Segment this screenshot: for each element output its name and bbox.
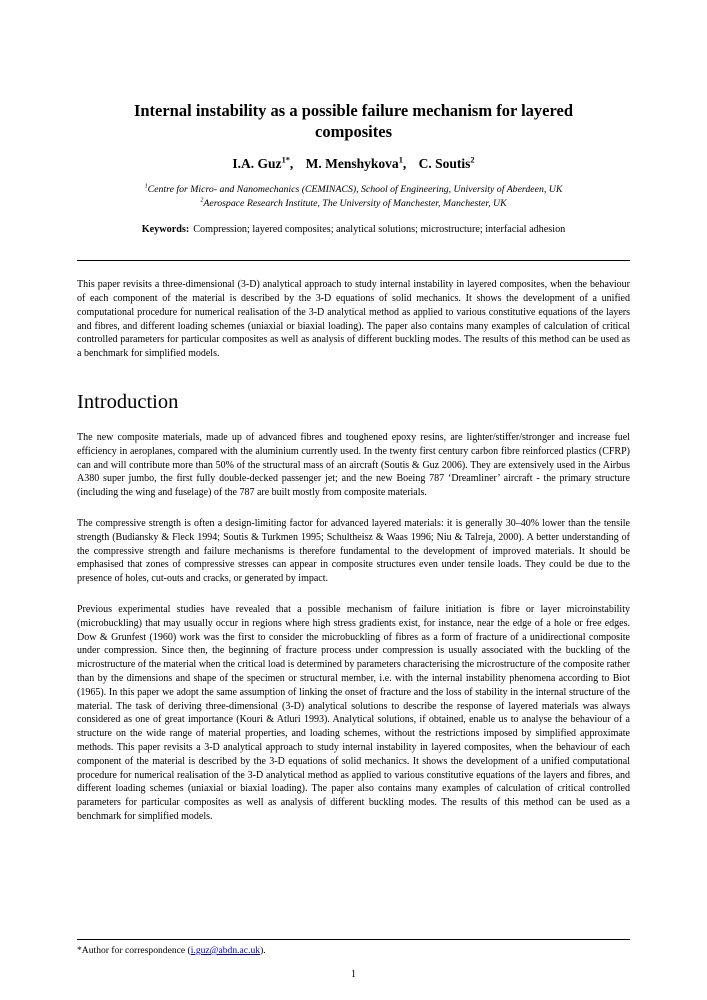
keywords-text: Compression; layered composites; analytical solutions; microstructure; interfacial adhesion [193, 224, 566, 236]
author-line [77, 156, 630, 172]
author-1-name: I.A. Guz [232, 155, 282, 171]
author-2-superscript: 1 [398, 155, 403, 165]
keywords-label: Keywords: [141, 224, 190, 236]
paper-title: Internal instability as a possible failure mechanism for layered composites [133, 101, 574, 142]
author-2-separator: , [402, 155, 407, 171]
intro-paragraph-1: The new composite materials, made up of advanced fibres and toughened epoxy resins, are lighter/stiffer/stronger and increase fuel efficiency in aeroplanes, compared with the aluminium currently used. In the twenty first century carbon fibre reinforced plastics (CFRP) can and will contribute more than 50% of the structural mass of an aircraft (Soutis & Guz 2006). They are extensively used in the Airbus A380 super jumbo, the first fully double-decked passenger jet; and the new Boeing 787 ‘Dreamliner’ aircraft - the primary structure (including the wing and fuselage) of the 787 are built mostly from composite materials. [77, 432, 630, 499]
page-footer [77, 939, 630, 980]
author-3 [419, 156, 475, 171]
keywords-line [77, 224, 630, 235]
section-heading-introduction: Introduction [77, 391, 179, 414]
affiliation-2-superscript: 2 [200, 197, 204, 204]
footnote-divider-rule [77, 939, 630, 940]
page-number: 1 [351, 969, 356, 980]
correspondence-footnote [77, 945, 630, 956]
author-2 [306, 156, 407, 171]
author-3-superscript: 2 [470, 155, 475, 165]
correspondence-email-link[interactable]: i.guz@abdn.ac.uk [190, 945, 261, 956]
author-3-name: C. Soutis [418, 155, 471, 171]
affiliation-2-text: Aerospace Research Institute, The University of Manchester, Manchester, UK [203, 198, 507, 210]
affiliation-1-text: Centre for Micro- and Nanomechanics (CEMINACS), School of Engineering, University of Aberdeen, UK [147, 183, 563, 195]
intro-paragraph-2: The compressive strength is often a design-limiting factor for advanced layered materials: it is generally 30–40% lower than the tensile strength (Budiansky & Fleck 1994; Soutis & Turkmen 1995; Schultheisz & Waas 1996; Niu & Talreja, 2000). A better understanding of the compressive strength and failure mechanisms is therefore fundamental to the development of improved materials. It should be emphasised that zones of compressive stresses can appear in composite structures even under tensile loads. They could be due to the presence of holes, cut-outs and cracks, or generated by impact. [77, 518, 630, 585]
author-1-separator: , [289, 155, 294, 171]
affiliation-1-superscript: 1 [144, 183, 148, 190]
affiliation-2 [77, 197, 630, 211]
author-1-superscript: 1* [281, 155, 290, 165]
author-1 [232, 156, 293, 171]
author-2-name: M. Menshykova [305, 155, 399, 171]
abstract-divider-rule [77, 260, 630, 261]
abstract-paragraph: This paper revisits a three-dimensional (3-D) analytical approach to study internal instability in layered composites, when the behaviour of each component of the material is described by the 3-D equations of solid mechanics. It shows the development of a unified computational procedure for numerical realisation of the 3-D analytical method as applied to various constitutive equations of the layers and fibres, and different loading schemes (uniaxial or biaxial loading). The paper also contains many examples of calculation of critical controlled parameters for particular composites as well as analysis of different buckling modes. The results of this method can be used as a benchmark for simplified models. [77, 279, 630, 360]
affiliations-block [77, 183, 630, 211]
footnote-prefix: *Author for correspondence ( [77, 945, 191, 956]
footnote-suffix: ). [260, 945, 266, 956]
affiliation-1 [77, 183, 630, 197]
intro-paragraph-3: Previous experimental studies have revealed that a possible mechanism of failure initiation is fibre or layer microinstability (microbuckling) that may usually occur in regions where high stress gradients exist, for instance, near the edge of a hole or free edges. Dow & Grunfest (1960) work was the first to consider the microbuckling of fibres as a form of fracture of a unidirectional composite under compression. Since then, the beginning of fracture process under compression is usually associated with the buckling of the microstructure of the material when the critical load is determined by parameters characterising the microstructure of the composite rather than by the dimensions and shape of the specimen or structural member, i.e. with the internal instability phenomena according to Biot (1965). In this paper we adopt the same assumption of linking the onset of fracture and the loss of stability in the internal structure of the material. The task of deriving three-dimensional (3-D) analytical solutions to describe the response of layered materials was always considered as one of great importance (Kouri & Atluri 1993). Analytical solutions, if obtained, enable us to analyse the behaviour of a structure on the wide range of material properties, and loading schemes, without the restrictions imposed by simplified approximate methods. This paper revisits a 3-D analytical approach to study internal instability in layered composites, when the behaviour of each component of the material is described by the 3-D equations of solid mechanics. It shows the development of a unified computational procedure for numerical realisation of the 3-D analytical method as applied to various constitutive equations of the layers and fibres, and different loading schemes (uniaxial or biaxial loading). The paper also contains many examples of calculation of critical controlled parameters for particular composites as well as analysis of different buckling modes. The results of this method can be used as a benchmark for simplified models. [77, 604, 630, 822]
